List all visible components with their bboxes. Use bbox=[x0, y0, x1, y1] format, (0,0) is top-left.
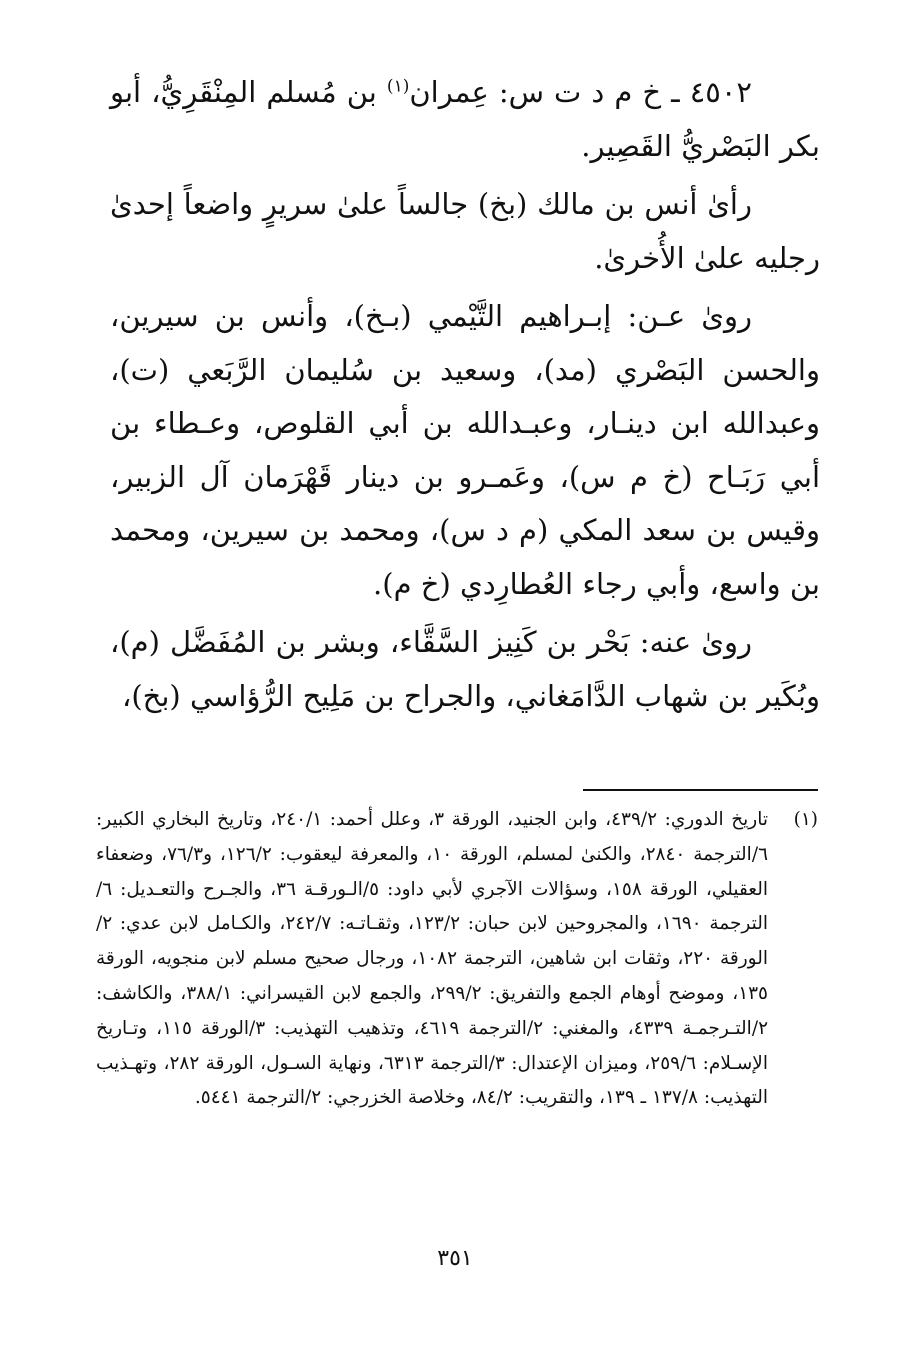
page-number: ٣٥١ bbox=[437, 1246, 473, 1271]
entry-header bbox=[110, 66, 820, 173]
entry-description: رأىٰ أنس بن مالك (بخ) جالساً علىٰ سريرٍ واضعاً إحدىٰ رجليه علىٰ الأُخرىٰ. bbox=[110, 187, 820, 275]
footnote bbox=[96, 803, 818, 1116]
entry-header-rest: بن مُسلم المِنْقَرِيُّ، أبو بكر البَصْريُّ القَصِير. bbox=[110, 75, 820, 163]
narrated-from-paragraph: روىٰ عـن: إبـراهيم التَّيْمي (بـخ)، وأنس بن سيرين، والحسن البَصْري (مد)، وسعيد بن سُليمان الرَّبَعي (ت)، وعبدالله ابن دينـار، وعبـدالله بن أبي القلوص، وعـطاء بن أبي رَبَـاح (خ م س)، وعَمـرو بن دينار قَهْرَمان آل الزبير، وقيس بن سعد المكي (م د س)، ومحمد بن سيرين، ومحمد بن واسع، وأبي رجاء العُطارِدي (خ م). bbox=[110, 299, 820, 601]
entry-header-text: ٤٥٠٢ ـ خ م د ت س: عِمران bbox=[409, 75, 753, 109]
footnote-separator bbox=[583, 789, 818, 791]
footnote-text: تاريخ الدوري: ٤٣٩/٢، وابن الجنيد، الورقة ٣، وعلل أحمد: ٢٤٠/١، وتاريخ البخاري الكبير: ٦/الترجمة ٢٨٤٠، والكنىٰ لمسلم، الورقة ١٠، والمعرفة ليعقوب: ١٢٦/٢، و٧٦/٣، وضعفاء العقيلي، الورقة ١٥٨، وسؤالات الآجري لأبي داود: ٥/الـورقـة ٣٦، والجـرح والتعـديل: ٦/الترجمة ١٦٩٠، والمجروحين لابن حبان: ١٢٣/٢، وثقـاتـه: ٢٤٢/٧، والكـامل لابن عدي: ٢/الورقة ٢٢٠، وثقات ابن شاهين، الترجمة ١٠٨٢، ورجال صحيح مسلم لابن منجويه، الورقة ١٣٥، وموضح أوهام الجمع والتفريق: ٢٩٩/٢، والجمع لابن القيسراني: ٣٨٨/١، والكاشف: ٢/التـرجمـة ٤٣٣٩، والمغني: ٢/الترجمة ٤٦١٩، وتذهيب التهذيب: ٣/الورقة ١١٥، وتـاريخ الإسـلام: ٢٥٩/٦، وميزان الإعتدال: ٣/الترجمة ٦٣١٣، ونهاية السـول، الورقة ٢٨٢، وتهـذيب التهذيب: ١٣٧/٨ ـ ١٣٩، والتقريب: ٨٤/٢، وخلاصة الخزرجي: ٢/الترجمة ٥٤٤١. bbox=[96, 809, 769, 1109]
narrated-by-paragraph: روىٰ عنه: بَحْر بن كَنِيز السَّقَّاء، وبشر بن المُفَضَّل (م)، وبُكَير بن شهاب الدَّامَغاني، والجراح بن مَلِيح الرُّؤاسي (بخ)، bbox=[110, 625, 820, 713]
footnotes-section bbox=[96, 803, 818, 1116]
main-text bbox=[110, 66, 820, 728]
footnote-reference: (١) bbox=[386, 76, 410, 97]
footnote-number: (١) bbox=[793, 809, 818, 830]
